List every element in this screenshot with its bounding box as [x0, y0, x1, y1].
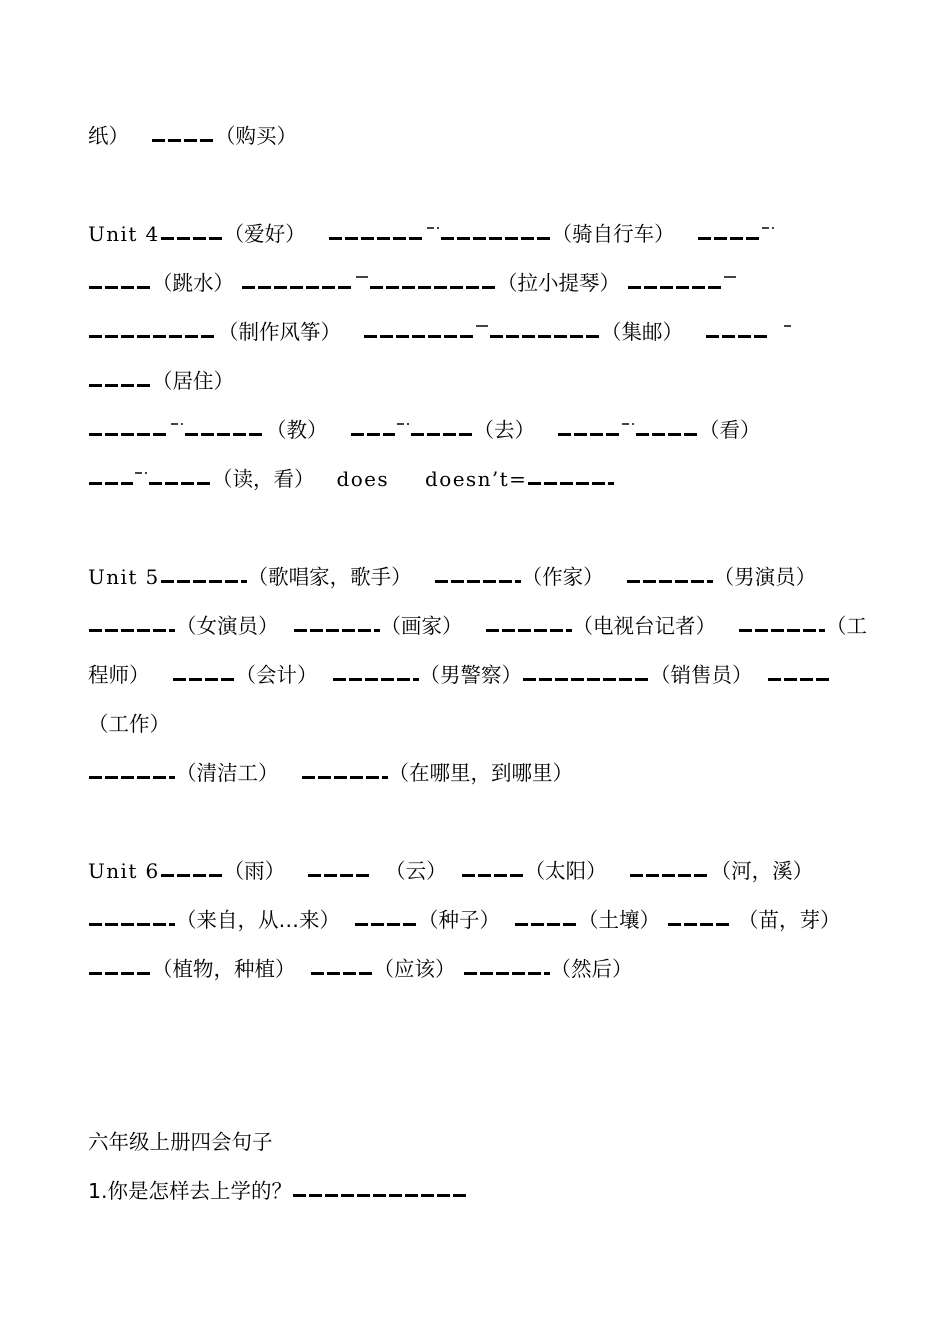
line-question-1: [88, 1167, 888, 1216]
gloss-make-kite: （制作风筝）: [218, 320, 341, 344]
gloss-sun: （太阳）: [524, 859, 607, 883]
gloss-sprout: （苗，芽）: [738, 908, 841, 932]
gloss-policeman: （男警察）: [419, 663, 522, 687]
blank-field[interactable]: [435, 564, 521, 585]
gloss-salesperson: （销售员）: [650, 663, 753, 687]
line-unit6-3: [88, 945, 888, 994]
gloss-diving: （跳水）: [152, 271, 234, 295]
gloss-writer: （作家）: [521, 565, 604, 589]
paragraph-spacer: [88, 504, 888, 553]
hyphen-mark: [475, 319, 489, 340]
blank-field[interactable]: [739, 613, 825, 634]
blank-field[interactable]: [411, 417, 473, 438]
blank-field[interactable]: [294, 613, 380, 634]
blank-field[interactable]: [89, 319, 217, 340]
blank-field[interactable]: [89, 760, 175, 781]
gloss-soil: （土壤）: [578, 908, 660, 932]
paragraph-unit6: [88, 847, 888, 994]
line-unit5-3: [88, 651, 888, 700]
blank-field[interactable]: [636, 417, 698, 438]
gloss-go: （去）: [473, 418, 535, 442]
word-doesnt-equals: doesn’t=: [425, 467, 528, 491]
line-unit5-5: [88, 749, 888, 798]
line-unit5-4: [88, 700, 888, 749]
gloss-engineer-part2: 程师）: [88, 663, 150, 687]
gloss-engineer-part1: （工: [826, 614, 867, 638]
blank-field[interactable]: [302, 760, 388, 781]
blank-field[interactable]: [630, 858, 710, 879]
section-spacer: [88, 1092, 888, 1118]
gloss-watch: （看）: [699, 418, 761, 442]
gloss-play-violin: （拉小提琴）: [497, 271, 620, 295]
blank-field[interactable]: [558, 417, 620, 438]
blank-field[interactable]: [464, 956, 550, 977]
gloss-cloud: （云）: [385, 859, 447, 883]
line-unit4-2: [88, 259, 888, 308]
gloss-buy: （购买）: [215, 124, 297, 148]
blank-field[interactable]: [364, 319, 474, 340]
blank-field[interactable]: [351, 417, 395, 438]
blank-field[interactable]: [370, 270, 496, 291]
blank-field[interactable]: [89, 956, 151, 977]
paragraph-spacer: [88, 161, 888, 210]
gloss-ride-bike: （骑自行车）: [551, 222, 675, 246]
gloss-actress: （女演员）: [176, 614, 279, 638]
gloss-singer: （歌唱家，歌手）: [247, 565, 412, 589]
hyphen-mark: [396, 417, 410, 438]
line-unit6-2: [88, 896, 888, 945]
blank-field[interactable]: [490, 319, 600, 340]
gloss-rain: （雨）: [223, 859, 286, 883]
line-unit4-6: [88, 455, 888, 504]
gloss-stream: （河，溪）: [710, 859, 814, 883]
gloss-cleaner: （清洁工）: [176, 761, 279, 785]
blank-field[interactable]: [355, 907, 417, 928]
blank-field[interactable]: [698, 221, 760, 242]
gloss-artist: （画家）: [380, 614, 463, 638]
hyphen-mark: [134, 466, 148, 487]
gloss-where: （在哪里，到哪里）: [388, 761, 573, 785]
blank-field[interactable]: [149, 466, 211, 487]
blank-field[interactable]: [628, 270, 722, 291]
gloss-live: （居住）: [152, 369, 234, 393]
blank-field[interactable]: [242, 270, 354, 291]
gloss-collect-stamps: （集邮）: [601, 320, 683, 344]
blank-field[interactable]: [89, 907, 175, 928]
line-paper-buy: [88, 112, 888, 161]
line-unit5-1: [88, 553, 888, 602]
hyphen-mark: [170, 417, 184, 438]
hyphen-mark: [355, 270, 369, 291]
blank-field[interactable]: [528, 466, 614, 487]
line-unit4-3: [88, 308, 888, 357]
blank-field[interactable]: [173, 662, 235, 683]
gloss-accountant: （会计）: [235, 663, 318, 687]
blank-field[interactable]: [308, 858, 370, 879]
blank-field[interactable]: [89, 368, 151, 389]
gloss-read-look: （读，看）: [212, 467, 315, 491]
blank-field[interactable]: [627, 564, 713, 585]
gloss-should: （应该）: [373, 957, 456, 981]
blank-field[interactable]: [152, 123, 214, 144]
section-title-text: 六年级上册四会句子: [88, 1130, 273, 1154]
hyphen-mark: [426, 221, 440, 242]
blank-field[interactable]: [333, 662, 419, 683]
blank-field[interactable]: [329, 221, 425, 242]
question-1-text: 1.你是怎样去上学的？: [88, 1179, 293, 1203]
line-unit5-2: [88, 602, 888, 651]
paragraph-spacer: [88, 798, 888, 847]
blank-field[interactable]: [668, 907, 730, 928]
blank-field[interactable]: [161, 221, 223, 242]
blank-field[interactable]: [185, 417, 265, 438]
document-body: [88, 112, 888, 1216]
hyphen-mark: [783, 319, 792, 340]
blank-field[interactable]: [486, 613, 572, 634]
paragraph-continuation: [88, 112, 888, 161]
unit6-label: Unit 6: [88, 859, 160, 883]
section-title: [88, 1118, 888, 1167]
blank-field[interactable]: [89, 613, 175, 634]
unit5-label: Unit 5: [88, 565, 160, 589]
blank-field[interactable]: [311, 956, 373, 977]
gloss-teach: （教）: [266, 418, 328, 442]
blank-field[interactable]: [706, 319, 768, 340]
paragraph-unit5: [88, 553, 888, 798]
line-unit6-1: [88, 847, 888, 896]
gloss-tv-reporter: （电视台记者）: [572, 614, 716, 638]
blank-field[interactable]: [515, 907, 577, 928]
gloss-then: （然后）: [550, 957, 633, 981]
line-unit4-1: [88, 210, 888, 259]
paragraph-unit4: [88, 210, 888, 504]
unit4-label: Unit 4: [88, 222, 160, 246]
gloss-actor: （男演员）: [713, 565, 817, 589]
blank-field[interactable]: [89, 466, 133, 487]
hyphen-mark: [621, 417, 635, 438]
blank-field[interactable]: [161, 858, 223, 879]
gloss-hobby: （爱好）: [223, 222, 306, 246]
paragraph-sentences: [88, 1118, 888, 1216]
line-unit4-4: [88, 357, 888, 406]
word-paper-tail: 纸）: [88, 124, 129, 148]
section-spacer: [88, 994, 888, 1092]
gloss-come-from: （来自，从…来）: [176, 908, 340, 932]
blank-field[interactable]: [523, 662, 649, 683]
blank-field[interactable]: [462, 858, 524, 879]
gloss-seed: （种子）: [418, 908, 500, 932]
blank-field[interactable]: [768, 662, 830, 683]
blank-field[interactable]: [293, 1178, 469, 1199]
line-unit4-5: [88, 406, 888, 455]
gloss-work: （工作）: [88, 712, 170, 736]
blank-field[interactable]: [161, 564, 247, 585]
blank-field[interactable]: [89, 417, 169, 438]
word-does: does: [336, 467, 390, 491]
hyphen-mark: [761, 221, 775, 242]
blank-field[interactable]: [89, 270, 151, 291]
hyphen-mark: [723, 270, 737, 291]
blank-field[interactable]: [441, 221, 551, 242]
gloss-plant: （植物，种植）: [152, 957, 296, 981]
